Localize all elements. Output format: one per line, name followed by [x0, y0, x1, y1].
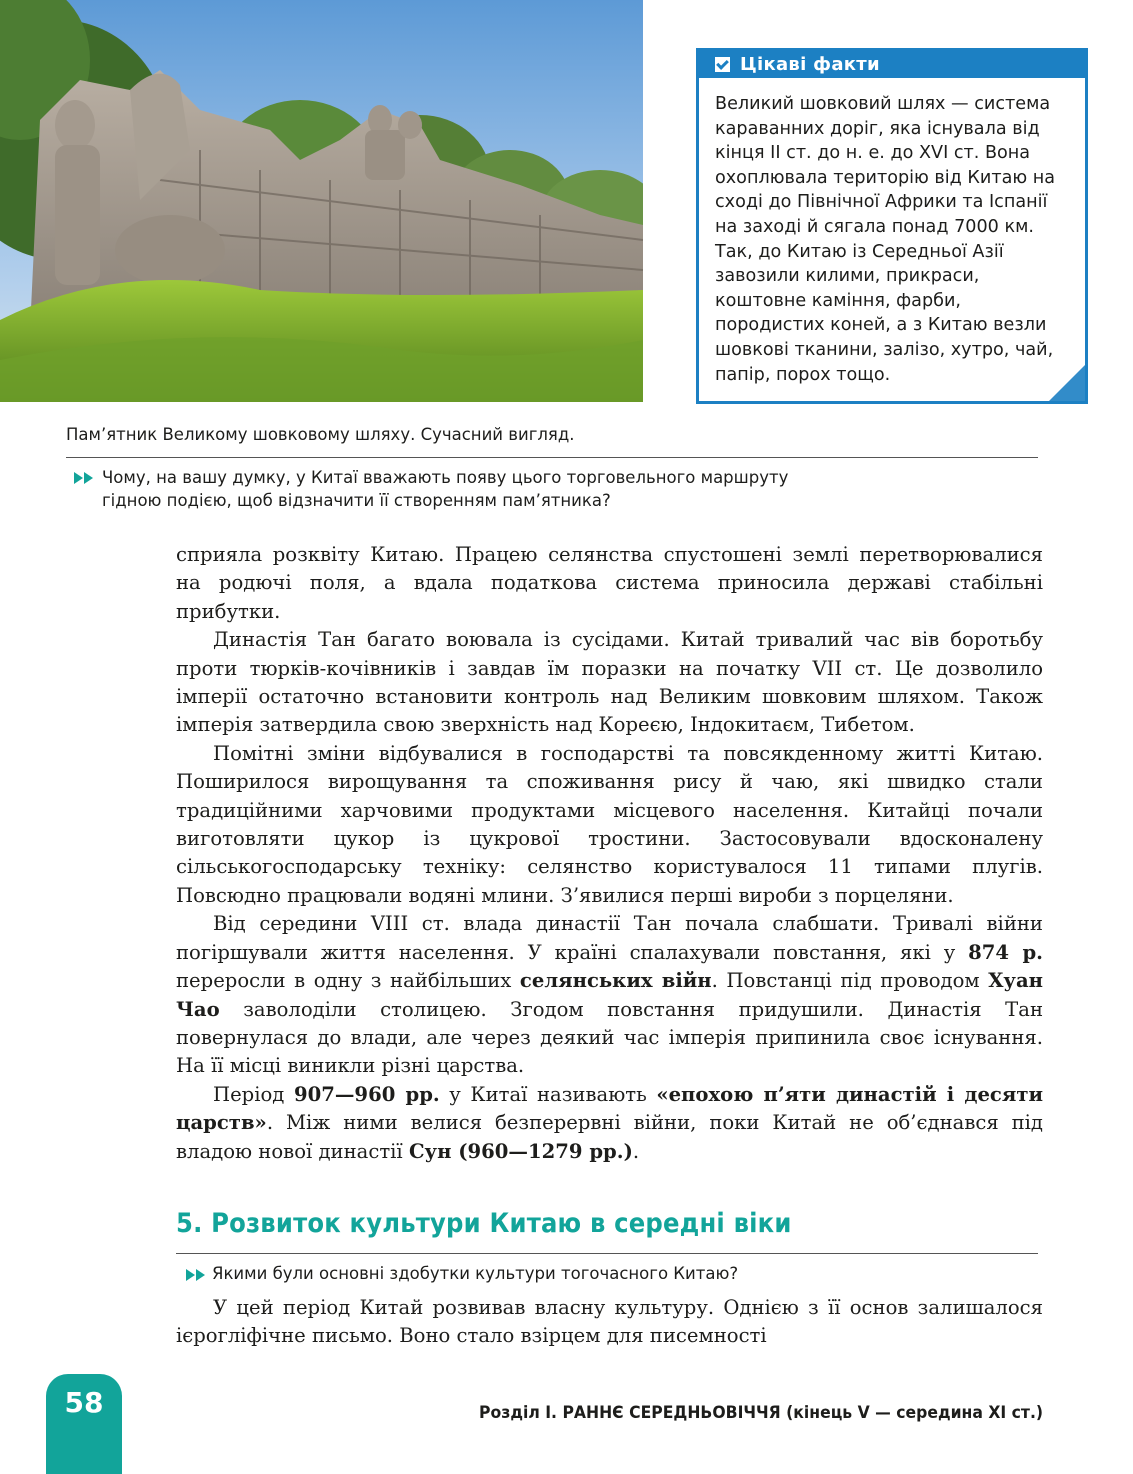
double-arrow-icon	[186, 1269, 208, 1281]
text-run: Період	[213, 1082, 294, 1106]
facts-box-header	[699, 51, 1085, 78]
bold-term: селянських війн	[519, 969, 712, 993]
question-text: Чому, на вашу думку, у Китаї вважають появу цього торговельного маршруту гідною подією, щоб відзначити її створенням пам’ятника?	[102, 468, 789, 510]
page-number: 58	[64, 1386, 104, 1419]
section-heading: 5. Розвиток культури Китаю в середні віки	[176, 1208, 792, 1239]
facts-box-title: Цікаві факти	[740, 54, 880, 75]
discussion-question	[74, 466, 834, 512]
paragraph	[176, 910, 1043, 1080]
main-text	[176, 541, 1043, 1166]
text-run: заволоділи столицею. Згодом повстання придушили. Династія Тан повернулася до влади, але через деякий час імперія припинила своє існування. На її місці виникли різні царства.	[176, 997, 1043, 1078]
text-run: Від середини VIII ст. влада династії Тан почала слабшати. Тривалі війни погіршували життя населення. У країні спалахували повстання, які у	[176, 912, 1043, 964]
text-run: у Китаї називають	[439, 1082, 657, 1106]
question-text: Якими були основні здобутки культури тогочасного Китаю?	[212, 1264, 739, 1283]
facts-box-text: Великий шовковий шлях — система караванних доріг, яка існувала від кінця II ст. до н. е. до XVI ст. Вона охоплювала територію від Китаю на сході до Північної Африки та Іспанії на заході й сягала понад 7000 км. Так, до Китаю із Середньої Азії завозили килими, прикраси, коштовне каміння, фарби, породистих коней, а з Китаю везли шовкові тканини, залізо, хутро, чай, папір, порох тощо.	[715, 94, 1056, 385]
bold-term: Сун (960—1279 рр.)	[408, 1139, 633, 1163]
paragraph: Помітні зміни відбувалися в господарстві та повсякденному житті Китаю. Поширилося вирощування та споживання рису й чаю, які швидко стали традиційними харчовими продуктами місцевого населення. Китайці почали виготовляти цукор із цукрової тростини. Застосовували вдосконалену сільськогосподарську техніку: селянство користувалося 11 типами плугів. Повсюдно працювали водяні млини. З’явилися перші вироби з порцеляни.	[176, 741, 1043, 907]
text-run: переросли в одну з найбільших	[176, 969, 520, 993]
paragraph: У цей період Китай розвивав власну культуру. Однією з її основ залишалося ієрогліфічне письмо. Воно стало взірцем для писемності	[176, 1296, 1043, 1348]
section-text	[176, 1294, 1043, 1351]
bold-term: Хуан Чао	[176, 969, 1043, 1021]
checkbox-icon	[715, 57, 730, 72]
monument-photo	[0, 0, 643, 402]
bold-term: 907—960 рр.	[293, 1082, 440, 1106]
page-number-tab	[46, 1374, 122, 1474]
text-run: . Між ними велися безперервні війни, поки Китай не об’єднався під владою нової династії	[176, 1111, 1043, 1163]
running-head: Розділ І. РАННЄ СЕРЕДНЬОВІЧЧЯ (кінець V — середина XI ст.)	[478, 1403, 1043, 1423]
bold-term: 874 р.	[968, 940, 1043, 964]
paragraph: сприяла розквіту Китаю. Працею селянства спустошені землі перетворювалися на родючі поля, а вдала податкова система приносила державі стабільні прибутки.	[176, 543, 1043, 623]
section-question	[186, 1264, 738, 1283]
divider	[176, 1253, 1038, 1254]
text-run: .	[632, 1139, 640, 1163]
bold-term: «епохою п’яти династій і десяти царств»	[176, 1082, 1044, 1135]
facts-box	[696, 48, 1088, 404]
text-run: . Повстанці під проводом	[711, 969, 989, 993]
double-arrow-icon	[74, 472, 96, 484]
paragraph: Династія Тан багато воювала із сусідами. Китай тривалий час вів боротьбу проти тюрків-кочівників і завдав їм поразки на початку VII ст. Це дозволило імперії остаточно встановити контроль над Великим шовковим шляхом. Також імперія затвердила свою зверхність над Кореєю, Індокитаєм, Тибетом.	[176, 628, 1043, 737]
photo-caption: Пам’ятник Великому шовковому шляху. Сучасний вигляд.	[66, 425, 575, 444]
divider	[66, 457, 1038, 458]
paragraph	[176, 1081, 1043, 1166]
page-curl-corner	[1049, 365, 1085, 401]
